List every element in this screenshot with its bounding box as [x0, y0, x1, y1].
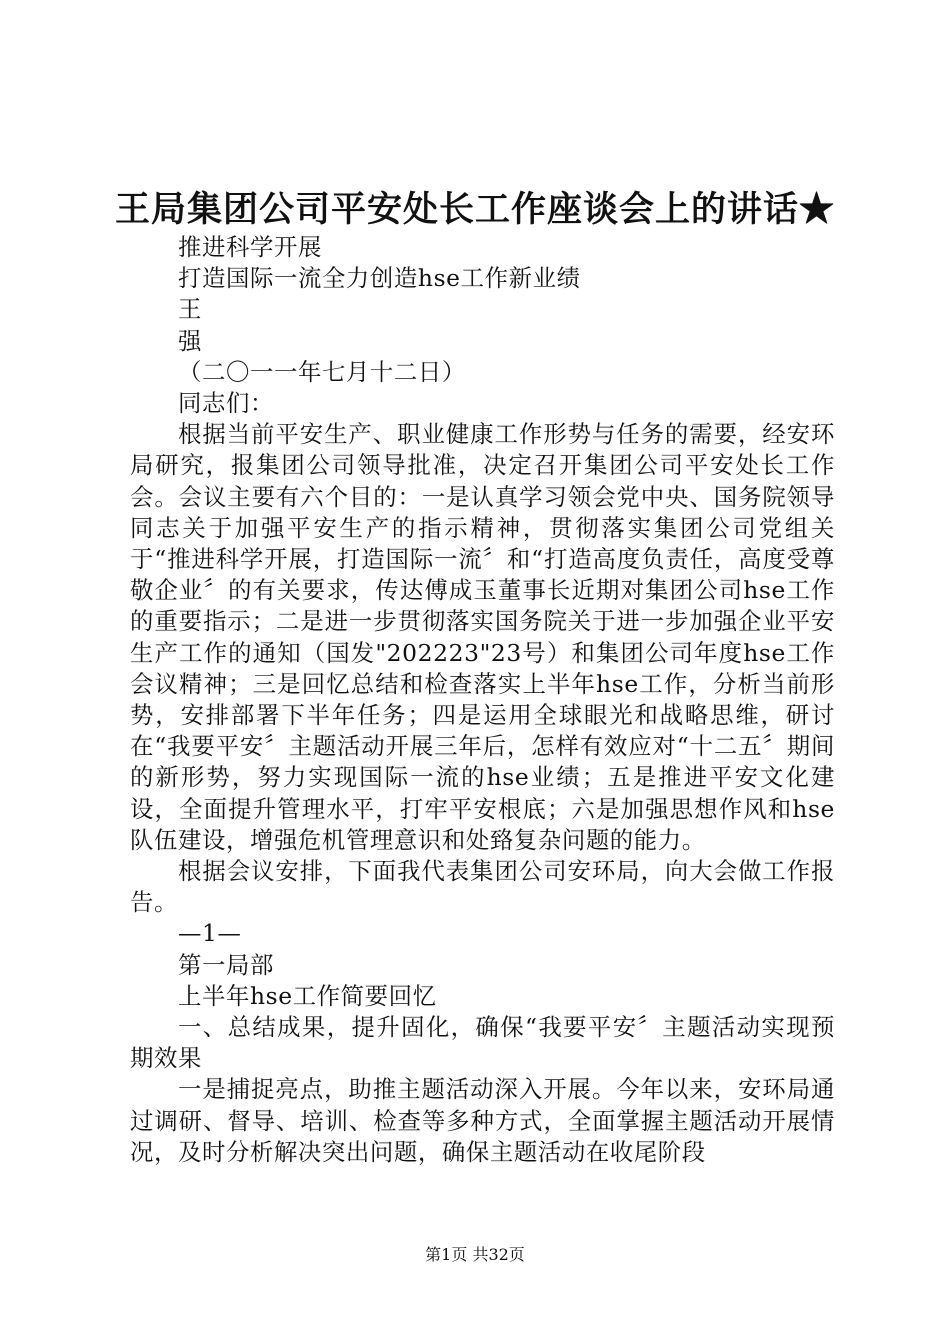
paragraph-meeting-arrangement: 根据会议安排，下面我代表集团公司安环局，向大会做工作报告。 [130, 857, 835, 917]
subtitle-line-1: 推进科学开展 [178, 233, 322, 261]
speaker-name-part-1: 王 [178, 295, 202, 324]
salutation: 同志们： [178, 389, 274, 418]
page-marker: —1— [178, 919, 242, 948]
section-heading-1: 一、总结成果，提升固化，确保“我要平安〞主题活动实现预期效果 [130, 1013, 835, 1073]
section-label: 第一局部 [178, 950, 274, 979]
section-title: 上半年hse工作简要回忆 [178, 981, 437, 1010]
speaker-name-part-2: 强 [178, 326, 202, 355]
speech-date: （二〇一一年七月十二日） [178, 357, 466, 386]
subtitle-line-2: 打造国际一流全力创造hse工作新业绩 [178, 264, 581, 293]
document-title: 王局集团公司平安处长工作座谈会上的讲话★ [114, 189, 835, 230]
page-footer: 第1页 共32页 [425, 1245, 525, 1264]
paragraph-highlights: 一是捕捉亮点，助推主题活动深入开展。今年以来，安环局通过调研、督导、培训、检查等多种方式，全面掌握主题活动开展情况，及时分析解决突出问题，确保主题活动在收尾阶段 [130, 1075, 835, 1166]
paragraph-meeting-purpose: 根据当前平安生产、职业健康工作形势与任务的需要，经安环局研究，报集团公司领导批准，决定召开集团公司平安处长工作会。会议主要有六个目的：一是认真学习领会党中央、国务院领导同志关于加强平安生产的指示精神，贯彻落实集团公司党组关于“推进科学开展，打造国际一流〞和“打造高度负责任，高度受尊敬企业〞的有关要求，传达傅成玉董事长近期对集团公司hse工作的重要指示；二是进一步贯彻落实国务院关于进一步加强企业平安生产工作的通知（国发"202223"23号）和集团公司年度hse工作会议精神；三是回忆总结和检查落实上半年hse工作，分析当前形势，安排部署下半年任务；四是运用全球眼光和战略思维，研讨在“我要平安〞主题活动开展三年后，怎样有效应对“十二五〞期间的新形势，努力实现国际一流的hse业绩；五是推进平安文化建设，全面提升管理水平，打牢平安根底；六是加强思想作风和hse队伍建设，增强危机管理意识和处臵复杂问题的能力。 [130, 420, 835, 854]
document-body [130, 232, 835, 1168]
